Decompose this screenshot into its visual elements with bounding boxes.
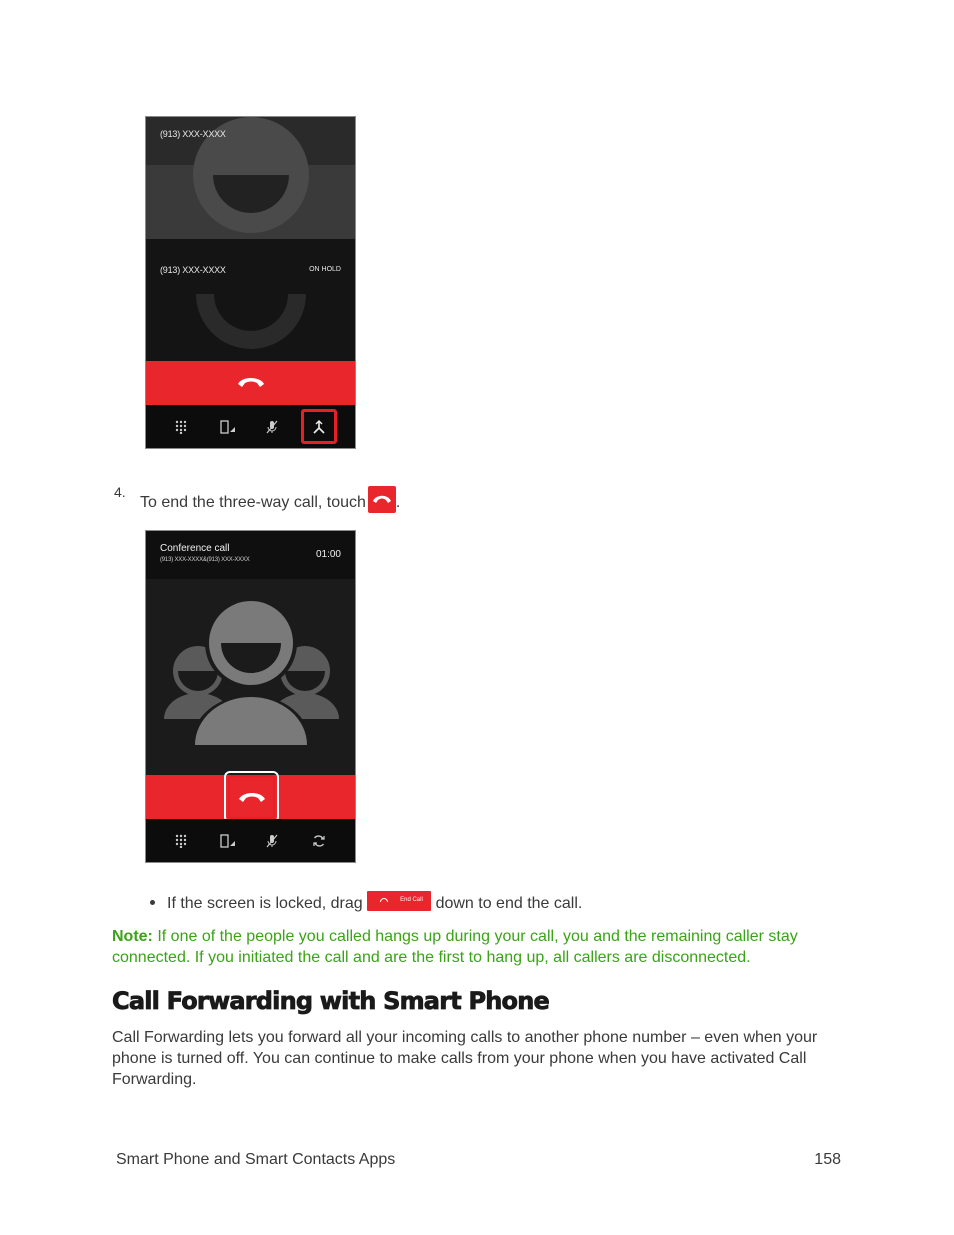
dialpad-icon[interactable] xyxy=(171,417,191,437)
mute-icon[interactable] xyxy=(262,417,282,437)
call-controls-bar xyxy=(146,405,355,449)
section-paragraph: Call Forwarding lets you forward all your incoming calls to another phone number – even when your phone is turned off. You can continue to make calls from your phone when you have activated Call Forwarding. xyxy=(112,1029,818,1088)
dialpad-icon[interactable] xyxy=(171,831,191,851)
speaker-icon[interactable] xyxy=(218,417,238,437)
note-label: Note: xyxy=(112,928,153,945)
hangup-icon xyxy=(380,898,388,902)
bullet-dot xyxy=(150,900,155,905)
conference-numbers: (913) XXX-XXXX&(913) XXX-XXXX xyxy=(160,557,250,563)
locked-screen-bullet xyxy=(150,891,582,913)
page-number: 158 xyxy=(814,1151,841,1168)
on-hold-label: ON HOLD xyxy=(309,266,341,273)
end-call-bar[interactable] xyxy=(146,775,355,819)
conference-header xyxy=(146,531,355,579)
caller2-panel xyxy=(146,239,355,361)
hangup-icon xyxy=(236,375,266,389)
call-screen-screenshot-1 xyxy=(145,116,356,449)
call-timer: 01:00 xyxy=(315,549,341,560)
caller1-number: (913) XXX-XXXX xyxy=(160,129,226,139)
avatar-icon xyxy=(186,279,316,361)
mute-icon[interactable] xyxy=(262,831,282,851)
note-text: If one of the people you called hangs up during your call, you and the remaining caller stay connected. If you initiated the call and are the first to hang up, all callers are disconnected. xyxy=(112,928,798,966)
merge-call-icon[interactable] xyxy=(309,417,329,437)
step-trailing: . xyxy=(395,494,401,511)
caller2-number: (913) XXX-XXXX xyxy=(160,265,226,275)
hangup-icon xyxy=(368,486,396,513)
end-call-chip-label: End Call xyxy=(400,897,423,903)
swap-call-icon[interactable] xyxy=(309,831,329,851)
hangup-icon xyxy=(237,790,267,804)
conference-title: Conference call xyxy=(160,543,230,554)
step-text: To end the three-way call, touch xyxy=(140,494,366,511)
bullet-text-after: down to end the call. xyxy=(435,895,583,912)
call-screen-screenshot-2 xyxy=(145,530,356,863)
footer-title: Smart Phone and Smart Contacts Apps xyxy=(116,1151,396,1168)
end-call-slider-chip xyxy=(367,891,431,911)
note-block xyxy=(112,926,832,968)
end-call-bar[interactable] xyxy=(146,361,355,405)
call-controls-bar xyxy=(146,819,355,863)
caller1-panel xyxy=(146,117,355,239)
step-number: 4. xyxy=(114,484,126,500)
section-heading: Call Forwarding with Smart Phone xyxy=(112,987,549,1015)
bullet-text-before: If the screen is locked, drag xyxy=(167,895,363,912)
speaker-icon[interactable] xyxy=(218,831,238,851)
avatar-icon xyxy=(146,579,356,775)
